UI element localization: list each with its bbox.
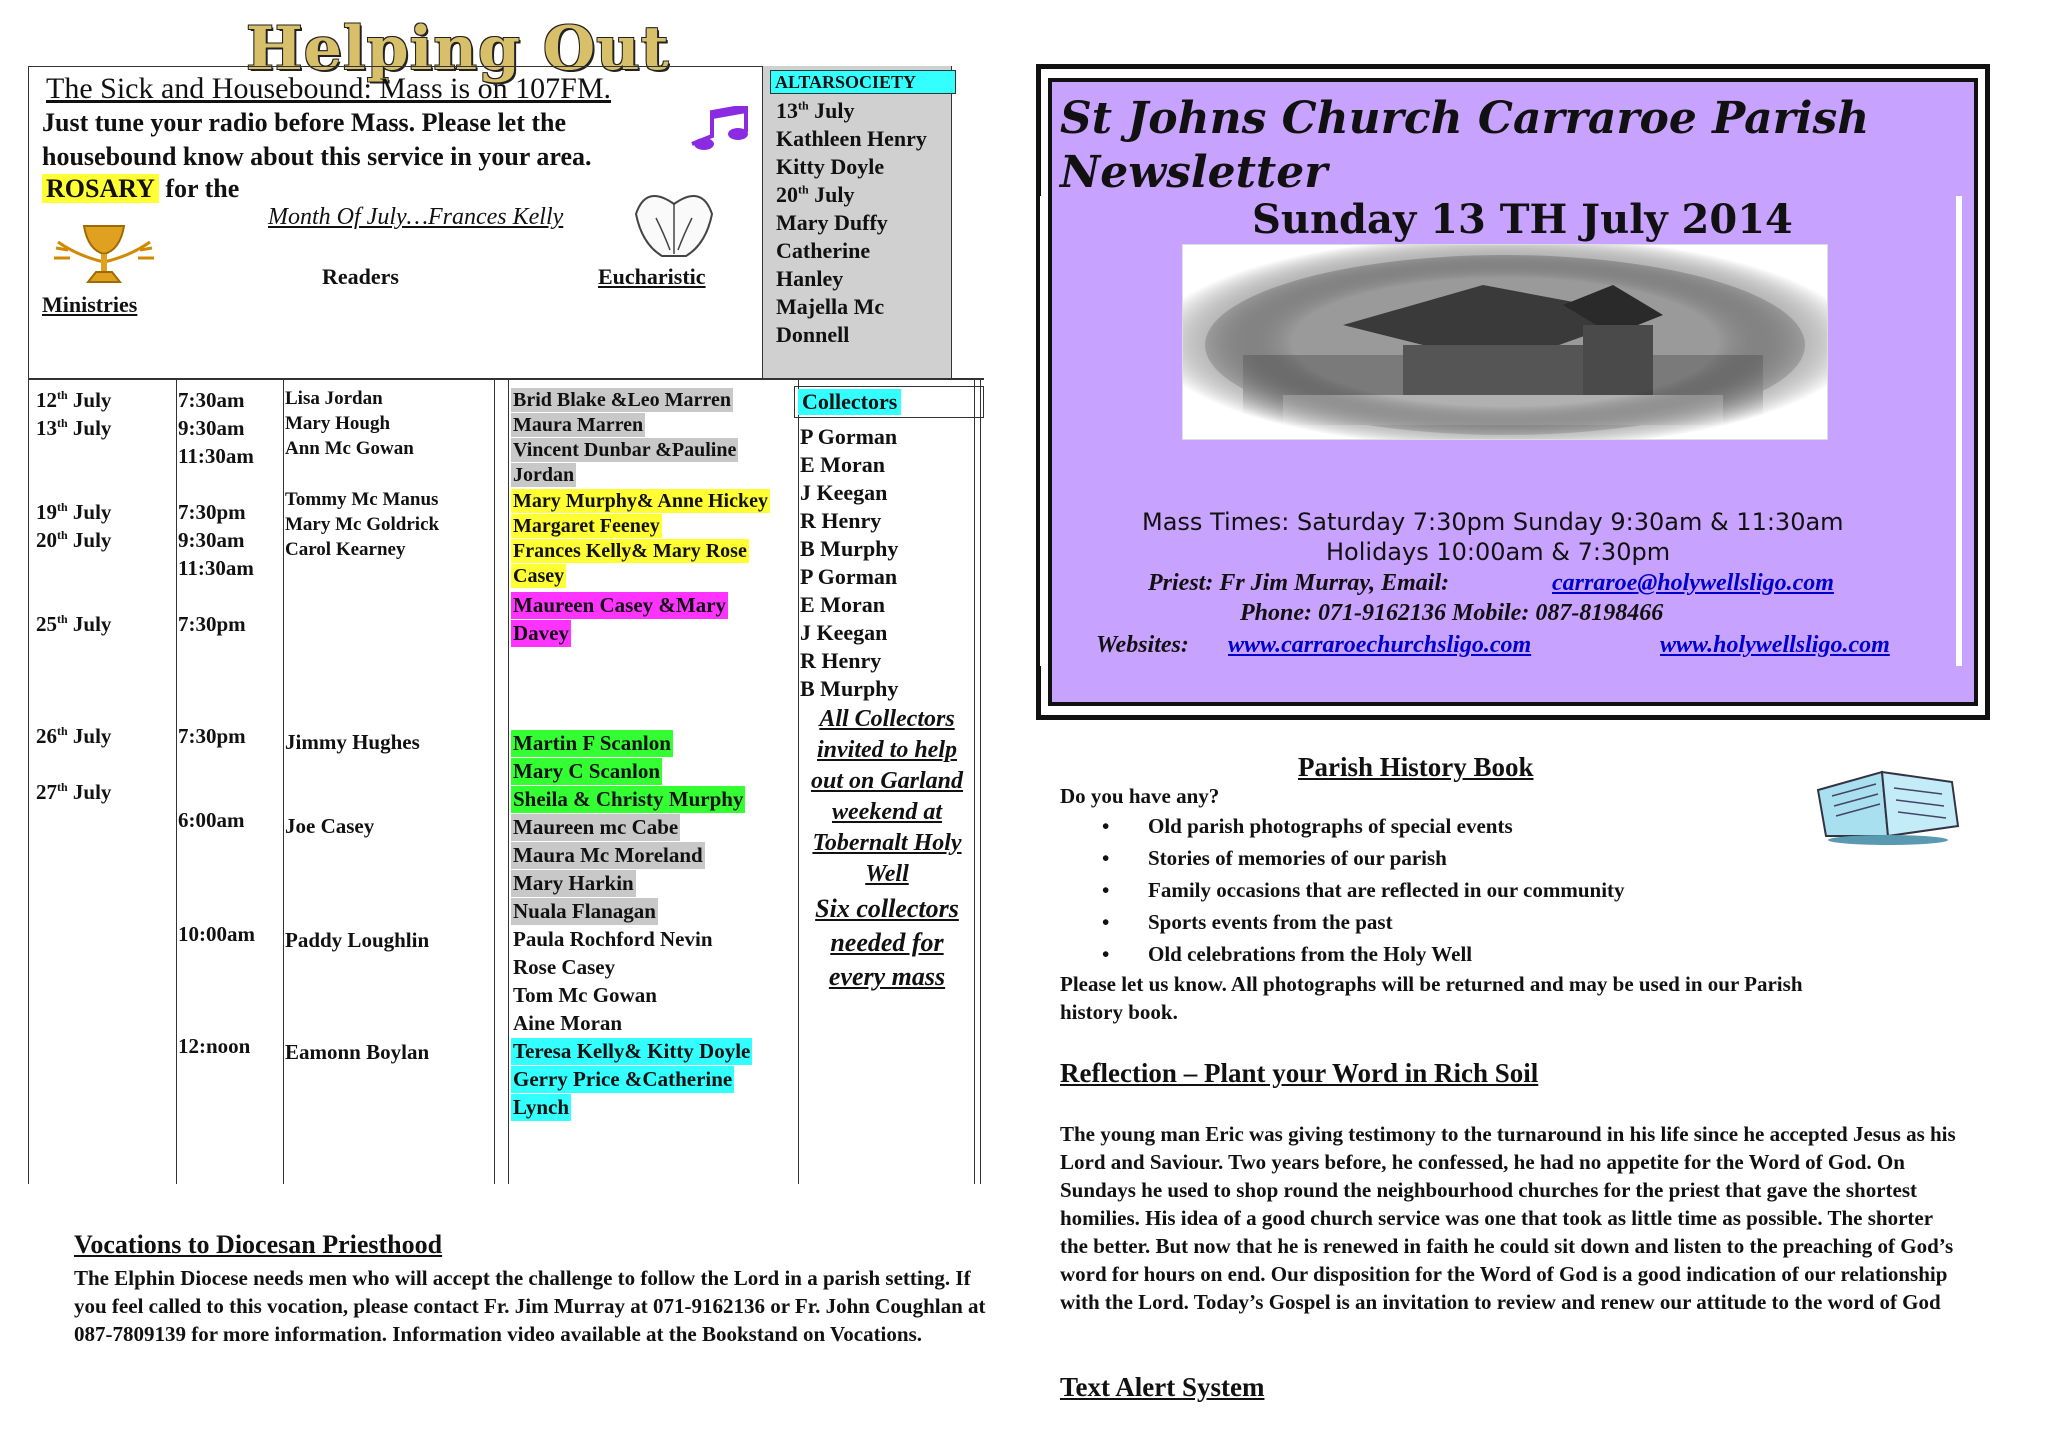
websites-label: Websites:	[1096, 632, 1189, 658]
parish-history-bullet: Old celebrations from the Holy Well	[1148, 942, 1473, 966]
open-book-icon	[1812, 760, 1964, 846]
email-link[interactable]: carraroe@holywellsligo.com	[1552, 570, 1834, 596]
eucharistic-minister: Aine Moran	[513, 1011, 623, 1035]
eucharistic-minister: Brid Blake &Leo Marren	[513, 389, 731, 411]
collectors-note-line: out on Garland	[810, 768, 964, 794]
bullet-dot: •	[1102, 942, 1110, 966]
altar-item: Catherine	[776, 238, 871, 263]
collectors-note-line: Tobernalt Holy	[812, 830, 962, 856]
collector: B Murphy	[800, 536, 899, 561]
page-title: Helping Out	[246, 14, 670, 84]
eucharistic-minister: Frances Kelly& Mary Rose	[513, 540, 747, 562]
schedule-time: 6:00am	[178, 808, 245, 832]
rosary-label: ROSARY	[42, 174, 159, 203]
eucharistic-minister: Teresa Kelly& Kitty Doyle	[513, 1039, 751, 1063]
sick-line-2: housebound know about this service in your area.	[42, 142, 592, 171]
newsletter-date: Sunday 13 TH July 2014	[1252, 196, 1793, 243]
eucharistic-minister: Maura Marren	[513, 414, 644, 436]
collectors-note-line: invited to help	[817, 737, 957, 763]
eucharistic-minister: Nuala Flanagan	[513, 899, 656, 923]
table-col-line	[176, 380, 177, 1184]
parish-history-bullet: Stories of memories of our parish	[1148, 846, 1447, 870]
music-notes-icon	[686, 106, 760, 150]
schedule-reader: Mary Mc Goldrick	[285, 514, 440, 535]
parish-history-bullet: Family occasions that are reflected in our community	[1148, 878, 1625, 902]
altar-item: Majella Mc	[776, 294, 885, 319]
reflection-title: Reflection – Plant your Word in Rich Soil	[1060, 1058, 1539, 1088]
altar-item: 20th July	[776, 182, 855, 207]
eucharistic-minister: Mary C Scanlon	[513, 759, 660, 783]
website-link-1[interactable]: www.carraroechurchsligo.com	[1228, 632, 1532, 658]
bullet-dot: •	[1102, 846, 1110, 870]
schedule-reader: Eamonn Boylan	[285, 1040, 430, 1064]
schedule-time: 7:30pm	[178, 612, 246, 636]
eucharistic-minister: Rose Casey	[513, 955, 616, 979]
eucharistic-minister: Martin F Scanlon	[513, 731, 671, 755]
collectors-note-line: every mass	[828, 962, 946, 991]
reflection-body: The young man Eric was giving testimony to the turnaround in his life since he accepted Jesus as his Lord and Saviour. Two years before, he confessed, he had no appetite for the Word of God. On Sundays he used to shop round the neighbourhood churches for the priest that gave the shortest homilies. His idea of a good church service was one that took as little time as possible. The shorter the better. But now that he is renewed in faith he could sit down and listen to the preaching of God’s word for hours on end. Our disposition for the Word of God is a good indication of our relationship with the Lord. Today’s Gospel is an invitation to review and renew our attitude to the word of God	[1060, 1122, 1956, 1314]
eucharistic-minister: Mary Murphy& Anne Hickey	[513, 490, 768, 512]
collectors-note-line: Well	[865, 861, 909, 887]
altar-item: Mary Duffy	[776, 210, 888, 235]
schedule-reader: Tommy Mc Manus	[285, 489, 439, 510]
collector: P Gorman	[800, 564, 898, 589]
rosary-for-the: for the	[165, 174, 240, 203]
schedule-reader: Ann Mc Gowan	[285, 438, 414, 459]
schedule-time: 10:00am	[178, 922, 255, 946]
schedule-time: 12:noon	[178, 1034, 251, 1058]
schedule-date: 27th July	[36, 780, 112, 804]
rosary-line	[42, 174, 239, 204]
collector: E Moran	[800, 592, 885, 617]
eucharistic-minister: Maureen mc Cabe	[513, 815, 679, 839]
church-photo	[1182, 244, 1828, 440]
schedule-date: 12th July	[36, 388, 112, 412]
schedule-date: 25th July	[36, 612, 112, 636]
collectors-note-line: Six collectors	[815, 894, 959, 923]
collector: E Moran	[800, 452, 885, 477]
website-link-2[interactable]: www.holywellsligo.com	[1660, 632, 1890, 658]
vocations-title: Vocations to Diocesan Priesthood	[74, 1230, 443, 1259]
priest-info: Priest: Fr Jim Murray, Email:	[1148, 570, 1450, 596]
schedule-time: 11:30am	[178, 444, 254, 468]
schedule-time: 7:30am	[178, 388, 245, 412]
schedule-reader: Paddy Loughlin	[285, 928, 430, 952]
vocations-body: The Elphin Diocese needs men who will accept the challenge to follow the Lord in a parish setting. If you feel called to this vocation, please contact Fr. Jim Murray at 071-9162136 or Fr. John Coughlan at 087-7809139 for more information. Information video available at the Bookstand on Vocations.	[74, 1266, 986, 1346]
readers-heading: Readers	[322, 264, 399, 289]
collectors-note-line: All Collectors	[819, 706, 955, 732]
collectors-note-line: needed for	[830, 928, 944, 957]
collector: J Keegan	[800, 480, 888, 505]
schedule-date: 20th July	[36, 528, 112, 552]
eucharistic-minister: Sheila & Christy Murphy	[513, 787, 744, 811]
ministries-heading: Ministries	[42, 292, 138, 317]
eucharistic-heading: Eucharistic	[598, 264, 706, 289]
schedule-time: 11:30am	[178, 556, 254, 580]
praying-hands-icon	[626, 174, 722, 262]
altar-item: Kitty Doyle	[776, 154, 885, 179]
parish-history-bullet: Sports events from the past	[1148, 910, 1393, 934]
eucharistic-minister: Maura Mc Moreland	[513, 843, 703, 867]
schedule-time: 9:30am	[178, 528, 245, 552]
schedule-date: 13th July	[36, 416, 112, 440]
parish-history-outro: Please let us know. All photographs will be returned and may be used in our Parish	[1060, 972, 1803, 996]
holiday-times: Holidays 10:00am & 7:30pm	[1326, 538, 1671, 566]
schedule-date: 26th July	[36, 724, 112, 748]
eucharistic-minister: Mary Harkin	[513, 871, 634, 895]
eucharistic-minister: Maureen Casey &Mary	[513, 593, 727, 617]
newsletter-title: St Johns Church Carraroe Parish Newsletter	[1060, 93, 1870, 198]
mass-times: Mass Times: Saturday 7:30pm Sunday 9:30am & 11:30am	[1142, 508, 1844, 536]
collector: R Henry	[800, 508, 882, 533]
collector: P Gorman	[800, 424, 898, 449]
altar-item: Donnell	[776, 322, 850, 347]
collector: B Murphy	[800, 676, 899, 701]
altar-item: Kathleen Henry	[776, 126, 927, 151]
schedule-reader: Lisa Jordan	[285, 388, 383, 409]
parish-history-outro: history book.	[1060, 1000, 1178, 1024]
altar-society-heading: ALTARSOCIETY	[770, 70, 956, 94]
table-col-line	[508, 380, 509, 1184]
schedule-reader: Jimmy Hughes	[285, 730, 420, 754]
parish-history-bullet: Old parish photographs of special events	[1148, 814, 1513, 838]
sick-title: The Sick and Housebound: Mass is on 107FM.	[46, 72, 611, 105]
collectors-note-line: weekend at	[832, 799, 942, 825]
eucharistic-minister: Tom Mc Gowan	[513, 983, 657, 1007]
eucharistic-minister: Paula Rochford Nevin	[513, 927, 713, 951]
schedule-reader: Carol Kearney	[285, 539, 406, 560]
eucharistic-minister: Vincent Dunbar &Pauline	[513, 439, 737, 461]
table-col-line	[980, 380, 981, 1184]
schedule-time: 9:30am	[178, 416, 245, 440]
eucharistic-minister: Lynch	[513, 1095, 570, 1119]
schedule-time: 7:30pm	[178, 724, 246, 748]
collector: J Keegan	[800, 620, 888, 645]
schedule-date: 19th July	[36, 500, 112, 524]
table-col-line	[283, 380, 284, 1184]
chalice-icon	[48, 222, 160, 288]
table-col-line	[28, 380, 29, 1184]
bullet-dot: •	[1102, 878, 1110, 902]
schedule-time: 7:30pm	[178, 500, 246, 524]
eucharistic-minister: Margaret Feeney	[513, 515, 660, 537]
bullet-dot: •	[1102, 814, 1110, 838]
altar-item: Hanley	[776, 266, 844, 291]
rosary-month: Month Of July…Frances Kelly	[268, 204, 564, 230]
schedule-reader: Joe Casey	[285, 814, 375, 838]
parish-history-intro: Do you have any?	[1060, 784, 1220, 808]
eucharistic-minister: Jordan	[513, 464, 575, 486]
collector: R Henry	[800, 648, 882, 673]
frame-decoration	[1956, 196, 1962, 666]
schedule-reader: Mary Hough	[285, 413, 391, 434]
eucharistic-minister: Davey	[513, 621, 569, 645]
altar-item: 13th July	[776, 98, 855, 123]
table-top-border	[28, 378, 984, 380]
table-col-line	[494, 380, 495, 1184]
text-alert-title: Text Alert System	[1060, 1372, 1265, 1402]
eucharistic-minister: Casey	[513, 565, 565, 587]
bullet-dot: •	[1102, 910, 1110, 934]
collectors-heading: Collectors	[798, 389, 901, 415]
eucharistic-minister: Gerry Price &Catherine	[513, 1067, 733, 1091]
phone-info: Phone: 071-9162136 Mobile: 087-8198466	[1240, 600, 1664, 626]
parish-history-title: Parish History Book	[1298, 752, 1534, 782]
frame-decoration	[1040, 196, 1046, 666]
sick-line-1: Just tune your radio before Mass. Please let the	[42, 108, 567, 137]
